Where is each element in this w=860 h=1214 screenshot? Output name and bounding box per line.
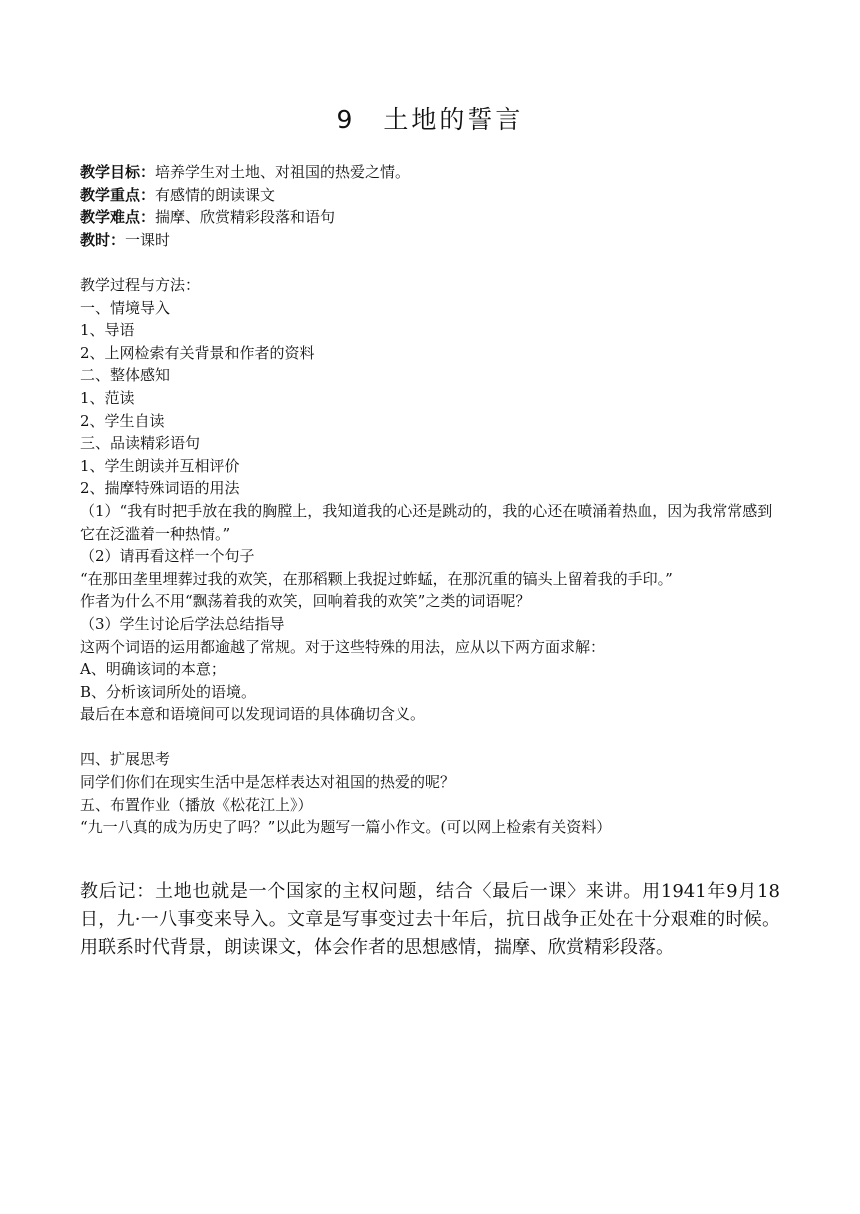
process-line: 同学们你们在现实生活中是怎样表达对祖国的热爱的呢？ xyxy=(80,773,456,792)
meta-focus: 教学重点：有感情的朗读课文 xyxy=(80,185,276,204)
process-line: 五、布置作业（播放《松花江上》） xyxy=(80,795,313,814)
process-line: （3）学生讨论后学法总结指导 xyxy=(80,614,285,633)
meta-label: 教时 xyxy=(80,230,111,249)
process-line: 二、整体感知 xyxy=(80,366,171,385)
process-line: 2、学生自读 xyxy=(80,411,165,430)
document-title: 9 土地的誓言 xyxy=(336,105,524,134)
process-line: A、明确该词的本意； xyxy=(80,660,226,679)
process-line: 1、学生朗读并互相评价 xyxy=(80,456,240,475)
meta-hours: 教时：一课时 xyxy=(80,230,171,249)
process-line: 1、导语 xyxy=(80,321,135,340)
meta-goal: 教学目标：培养学生对土地、对祖国的热爱之情。 xyxy=(80,163,411,181)
meta-value: 揣摩、欣赏精彩段落和语句 xyxy=(155,208,336,227)
process-line: 四、扩展思考 xyxy=(80,750,171,769)
meta-difficulty: 教学难点：揣摩、欣赏精彩段落和语句 xyxy=(80,208,336,227)
process-line: 最后在本意和语境间可以发现词语的具体确切含义。 xyxy=(80,705,426,724)
teaching-process xyxy=(80,274,780,839)
process-line: 一、情境导入 xyxy=(80,298,171,317)
process-heading: 教学过程与方法： xyxy=(80,276,201,294)
process-line: 这两个词语的运用都逾越了常规。对于这些特殊的用法，应从以下两方面求解： xyxy=(80,637,606,656)
meta-value: 培养学生对土地、对祖国的热爱之情。 xyxy=(155,163,411,181)
meta-value: 一课时 xyxy=(125,230,171,249)
meta-label: 教学难点 xyxy=(80,208,141,227)
meta-label: 教学重点 xyxy=(80,185,141,204)
meta-value: 有感情的朗读课文 xyxy=(155,185,276,204)
process-line: 2、揣摩特殊词语的用法 xyxy=(80,479,240,498)
process-line: 三、品读精彩语句 xyxy=(80,434,201,453)
process-line: B、分析该词所处的语境。 xyxy=(80,682,257,701)
spacer xyxy=(80,726,780,749)
process-line: 2、上网检索有关背景和作者的资料 xyxy=(80,343,315,362)
meta-label: 教学目标 xyxy=(80,163,141,181)
process-line: 1、范读 xyxy=(80,388,135,407)
quote-paragraph: （1）“我有时把手放在我的胸膛上，我知道我的心还是跳动的，我的心还在喷涌着热血，因为我常常感到它在泛滥着一种热情。” xyxy=(80,501,773,543)
process-line: 作者为什么不用“飘荡着我的欢笑，回响着我的欢笑”之类的词语呢？ xyxy=(80,592,531,611)
process-line: “九一八真的成为历史了吗？”以此为题写一篇小作文。(可以网上检索有关资料） xyxy=(80,818,612,837)
quote-paragraph: “在那田垄里埋葬过我的欢笑，在那稻颗上我捉过蚱蜢，在那沉重的镐头上留着我的手印。” xyxy=(80,569,673,588)
process-line: （2）请再看这样一个句子 xyxy=(80,547,255,566)
afterword-paragraph: 教后记：土地也就是一个国家的主权问题，结合〈最后一课〉来讲。用1941年9月18日，九·一八事变来导入。文章是写事变过去十年后，抗日战争正处在十分艰难的时候。用联系时代背景，朗读课文，体会作者的思想感情，揣摩、欣赏精彩段落。 xyxy=(80,881,780,958)
lesson-meta xyxy=(80,161,780,251)
